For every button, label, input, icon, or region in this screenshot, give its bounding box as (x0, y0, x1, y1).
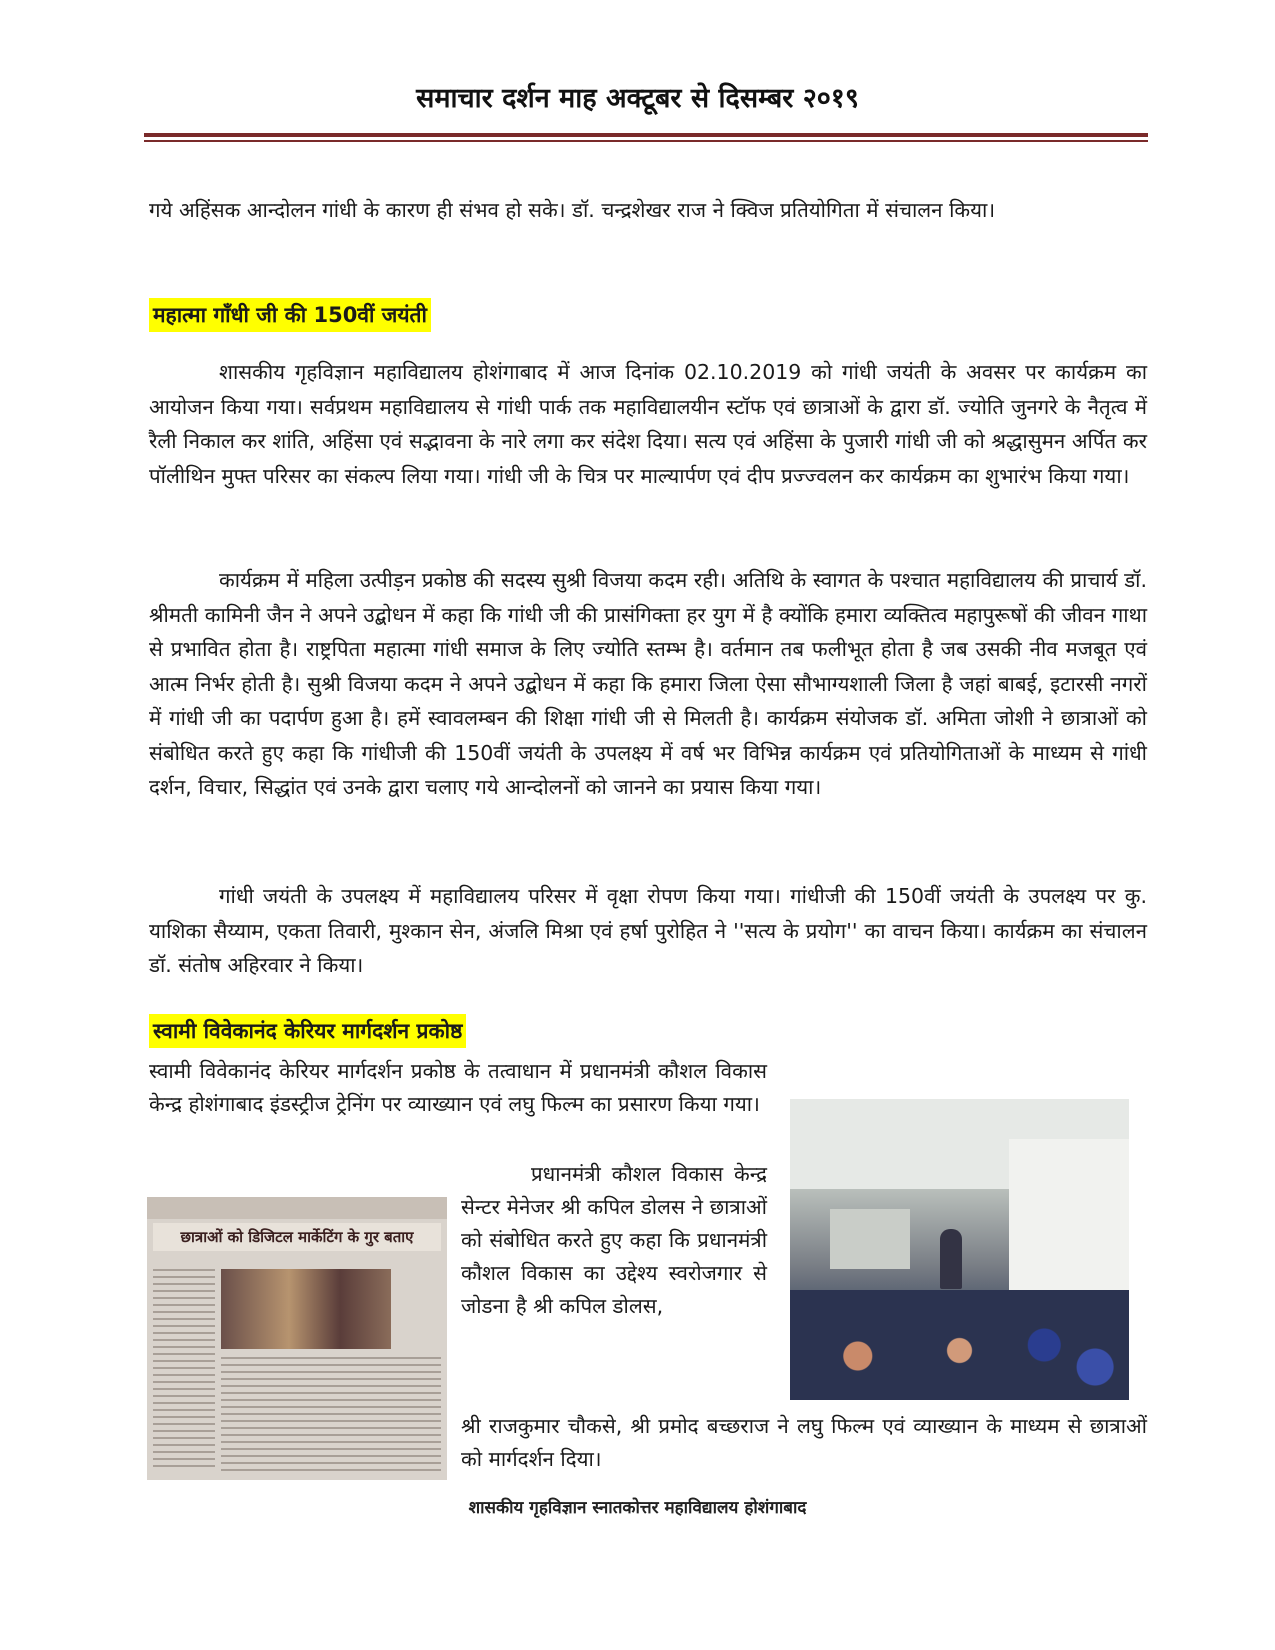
clipping-masthead (147, 1197, 447, 1219)
section-heading-gandhi-jayanti: महात्मा गाँधी जी की 150वीं जयंती (149, 298, 431, 332)
gandhi-paragraph-2: कार्यक्रम में महिला उत्पीड़न प्रकोष्ठ की सदस्य सुश्री विजया कदम रही। अतिथि के स्वागत के पश्चात महाविद्यालय की प्राचार्य डॉ. श्रीमती कामिनी जैन ने अपने उद्बोधन में कहा कि गांधी जी की प्रासंगिक्ता हर युग में है क्योंकि हमारा व्यक्तित्व महापुरूषों की जीवन गाथा से प्रभावित होता है। राष्ट्रपिता महात्मा गांधी समाज के लिए ज्योति स्तम्भ है। वर्तमान तब फलीभूत होता है जब उसकी नीव मजबूत एवं आत्म निर्भर होती है। सुश्री विजया कदम ने अपने उद्बोधन में कहा कि हमारा जिला ऐसा सौभाग्यशाली जिला है जहां बाबई, इटारसी नगरों में गांधी जी का पदार्पण हुआ है। हमें स्वावलम्बन की शिक्षा गांधी जी से मिलती है। कार्यक्रम संयोजक डॉ. अमिता जोशी ने छात्राओं को संबोधित करते हुए कहा कि गांधीजी की 150वीं जयंती के उपलक्ष्य में वर्ष भर विभिन्न कार्यक्रम एवं प्रतियोगिताओं के माध्यम से गांधी दर्शन, विचार, सिद्धांत एवं उनके द्वारा चलाए गये आन्दोलनों को जानने का प्रयास किया गया। (149, 568, 1147, 799)
photo-speaker (940, 1229, 962, 1289)
newsletter-title: समाचार दर्शन माह अक्टूबर से दिसम्बर २०१९ (416, 83, 859, 114)
clipping-headline: छात्राओं को डिजिटल मार्केटिंग के गुर बताए (153, 1223, 441, 1251)
header-divider (144, 133, 1148, 137)
photo-audience (790, 1290, 1129, 1400)
clipping-text-body (221, 1357, 441, 1472)
gandhi-paragraph-1: शासकीय गृहविज्ञान महाविद्यालय होशंगाबाद में आज दिनांक 02.10.2019 को गांधी जयंती के अवसर पर कार्यक्रम का आयोजन किया गया। सर्वप्रथम महाविद्यालय से गांधी पार्क तक महाविद्यालयीन स्टॉफ एवं छात्राओं के द्वारा डॉ. ज्योति जुनगरे के नैतृत्व में रैली निकाल कर शांति, अहिंसा एवं सद्भावना के नारे लगा कर संदेश दिया। सत्य एवं अहिंसा के पुजारी गांधी जी को श्रद्धासुमन अर्पित कर पॉलीथिन मुफ्त परिसर का संकल्प लिया गया। गांधी जी के चित्र पर माल्यार्पण एवं दीप प्रज्ज्वलन कर कार्यक्रम का शुभारंभ किया गया। (149, 360, 1147, 488)
event-photo (790, 1099, 1129, 1400)
career-paragraph-2: प्रधानमंत्री कौशल विकास केन्द्र सेन्टर मेनेजर श्री कपिल डोलस ने छात्राओं को संबोधित करते हुए कहा कि प्रधानमंत्री कौशल विकास का उद्देश्य स्वरोजगार से जोडना है श्री कपिल डोलस, (461, 1162, 767, 1318)
newspaper-clipping (147, 1197, 447, 1480)
photo-board (830, 1209, 910, 1269)
intro-paragraph: गये अहिंसक आन्दोलन गांधी के कारण ही संभव हो सके। डॉ. चन्द्रशेखर राज ने क्विज प्रतियोगिता में संचालन किया। (149, 198, 996, 222)
clipping-photo (221, 1269, 391, 1349)
gandhi-paragraph-3: गांधी जयंती के उपलक्ष्य में महाविद्यालय परिसर में वृक्षा रोपण किया गया। गांधीजी की 150वीं जयंती के उपलक्ष्य पर कु. याशिका सैय्याम, एकता तिवारी, मुश्कान सेन, अंजलि मिश्रा एवं हर्षा पुरोहित ने ''सत्य के प्रयोग'' का वाचन किया। कार्यक्रम का संचालन डॉ. संतोष अहिरवार ने किया। (149, 884, 1147, 977)
career-paragraph-1: स्वामी विवेकानंद केरियर मार्गदर्शन प्रकोष्ठ के तत्वाधान में प्रधानमंत्री कौशल विकास केन्द्र होशंगाबाद इंडस्ट्रीज ट्रेनिंग पर व्याख्यान एवं लघु फिल्म का प्रसारण किया गया। (149, 1059, 767, 1116)
photo-wall (1009, 1139, 1129, 1309)
clipping-text-column (153, 1269, 215, 1469)
career-paragraph-3: श्री राजकुमार चौकसे, श्री प्रमोद बच्छराज ने लघु फिल्म एवं व्याख्यान के माध्यम से छात्राओं को मार्गदर्शन दिया। (461, 1414, 1147, 1471)
section-heading-career-guidance: स्वामी विवेकानंद केरियर मार्गदर्शन प्रकोष्ठ (149, 1014, 466, 1048)
header-divider-thin (144, 140, 1148, 142)
footer-institution: शासकीय गृहविज्ञान स्नातकोत्तर महाविद्यालय होशंगाबाद (468, 1498, 807, 1518)
